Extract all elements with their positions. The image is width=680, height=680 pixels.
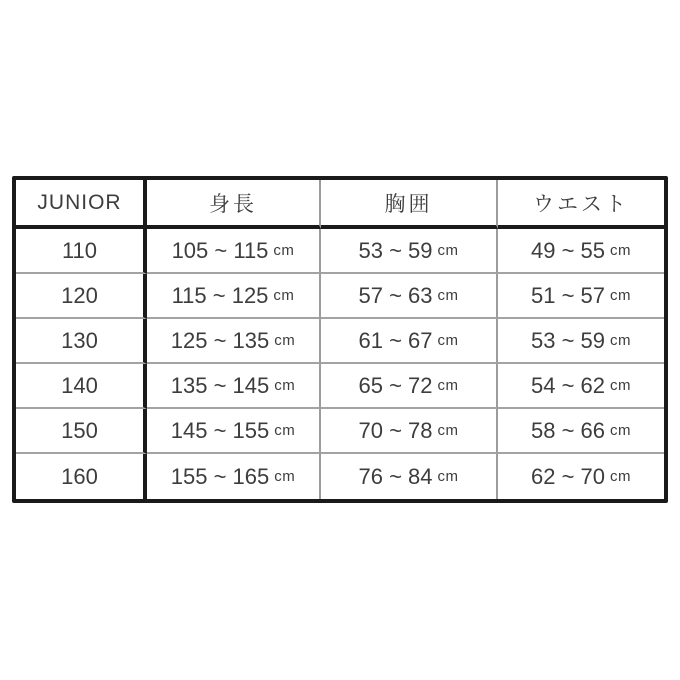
column-header-chest [321,180,498,229]
waist-range: 62 ~ 70 [530,463,605,489]
unit-label: cm [437,468,459,485]
waist-range: 54 ~ 62 [530,372,605,398]
cell-height-150 [147,409,321,454]
unit-label: cm [274,422,296,439]
unit-label: cm [273,287,295,304]
height-range: 125 ~ 135 [170,327,270,353]
unit-label: cm [274,377,296,394]
size-chart-table [12,176,668,503]
waist-range: 49 ~ 55 [530,237,605,263]
cell-chest-130 [321,319,498,364]
column-header-junior-label: JUNIOR [37,190,122,214]
cell-chest-140 [321,364,498,409]
size-value: 110 [61,237,98,263]
chest-range: 65 ~ 72 [358,372,433,398]
size-value: 130 [61,327,98,353]
size-value: 120 [61,282,98,308]
unit-label: cm [610,422,631,439]
size-value: 160 [61,463,98,489]
column-header-waist [498,180,664,229]
cell-height-140 [147,364,321,409]
cell-size-110 [16,229,147,274]
unit-label: cm [610,332,631,349]
cell-size-120 [16,274,147,319]
column-header-height-label: 身長 [209,192,257,216]
height-range: 105 ~ 115 [171,237,269,263]
unit-label: cm [610,287,631,304]
cell-height-130 [147,319,321,364]
unit-label: cm [437,242,459,259]
cell-waist-150 [498,409,664,454]
height-range: 145 ~ 155 [170,417,270,443]
cell-height-120 [147,274,321,319]
column-header-height [147,180,321,229]
chest-range: 57 ~ 63 [358,282,433,308]
chest-range: 61 ~ 67 [358,327,433,353]
unit-label: cm [610,242,631,259]
waist-range: 51 ~ 57 [530,282,605,308]
cell-size-140 [16,364,147,409]
cell-size-150 [16,409,147,454]
cell-waist-160 [498,454,664,499]
unit-label: cm [610,468,631,485]
height-range: 135 ~ 145 [170,372,270,398]
cell-height-110 [147,229,321,274]
cell-waist-130 [498,319,664,364]
column-header-waist-label: ウエスト [533,192,629,216]
unit-label: cm [610,377,631,394]
chest-range: 53 ~ 59 [358,237,433,263]
height-range: 155 ~ 165 [170,463,270,489]
cell-waist-140 [498,364,664,409]
waist-range: 53 ~ 59 [530,327,605,353]
unit-label: cm [274,332,296,349]
size-value: 140 [61,372,98,398]
chest-range: 76 ~ 84 [358,463,433,489]
height-range: 115 ~ 125 [171,282,269,308]
cell-waist-110 [498,229,664,274]
waist-range: 58 ~ 66 [530,417,605,443]
cell-waist-120 [498,274,664,319]
cell-size-160 [16,454,147,499]
cell-height-160 [147,454,321,499]
unit-label: cm [437,422,459,439]
chest-range: 70 ~ 78 [358,417,433,443]
cell-size-130 [16,319,147,364]
unit-label: cm [437,332,459,349]
unit-label: cm [437,287,459,304]
size-value: 150 [61,417,98,443]
column-header-junior [16,180,147,229]
cell-chest-160 [321,454,498,499]
unit-label: cm [273,242,295,259]
unit-label: cm [437,377,459,394]
column-header-chest-label: 胸囲 [384,192,433,216]
unit-label: cm [274,468,296,485]
cell-chest-120 [321,274,498,319]
cell-chest-150 [321,409,498,454]
cell-chest-110 [321,229,498,274]
